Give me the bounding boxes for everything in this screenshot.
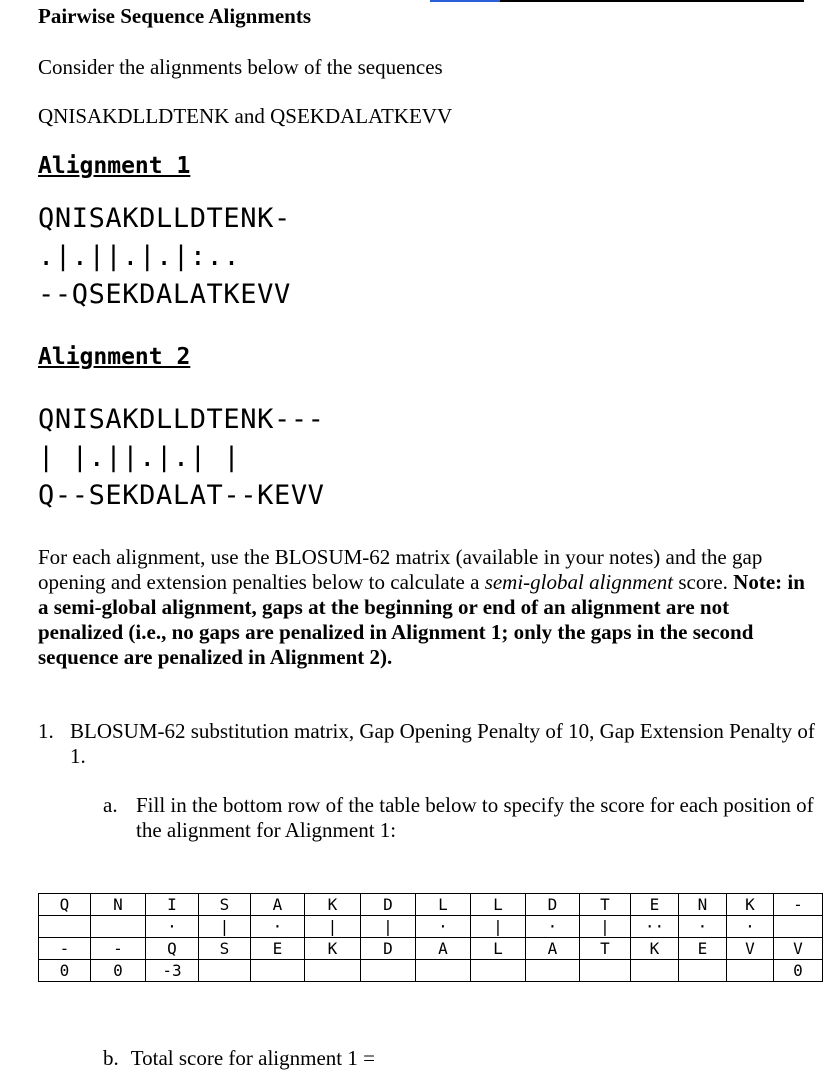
score-table-score-row bbox=[39, 960, 823, 982]
score-table-cell[interactable] bbox=[361, 960, 416, 982]
question-1b bbox=[103, 1046, 375, 1071]
top-rule-highlight bbox=[430, 0, 500, 2]
question-1a bbox=[103, 793, 818, 843]
score-table-cell: T bbox=[580, 894, 631, 916]
score-table-cell: · bbox=[679, 916, 727, 938]
score-table-cell bbox=[91, 916, 146, 938]
score-table-cell: Q bbox=[39, 894, 91, 916]
score-table-cell: S bbox=[199, 938, 251, 960]
question-1a-text: Fill in the bottom row of the table below to specify the score for each position of the alignment for Alignment 1: bbox=[136, 793, 814, 842]
score-table-cell: · bbox=[416, 916, 471, 938]
score-table-cell: | bbox=[471, 916, 526, 938]
score-table-cell: D bbox=[361, 894, 416, 916]
score-table-cell[interactable] bbox=[679, 960, 727, 982]
score-table-cell[interactable] bbox=[727, 960, 774, 982]
score-table-cell: L bbox=[471, 894, 526, 916]
alignment-2-match-line: | |.||.|.| | bbox=[38, 442, 241, 473]
question-1-text: BLOSUM-62 substitution matrix, Gap Opening Penalty of 10, Gap Extension Penalty of 1. bbox=[70, 719, 815, 768]
score-table-cell[interactable] bbox=[251, 960, 305, 982]
score-table-cell[interactable] bbox=[580, 960, 631, 982]
score-table-cell: - bbox=[39, 938, 91, 960]
score-table-cell: | bbox=[361, 916, 416, 938]
score-table-seq2-row bbox=[39, 938, 823, 960]
score-table-cell: · bbox=[146, 916, 199, 938]
question-1-number: 1. bbox=[38, 719, 54, 743]
score-table-cell: | bbox=[580, 916, 631, 938]
score-table-cell: E bbox=[679, 938, 727, 960]
score-table-cell: E bbox=[631, 894, 679, 916]
instructions-paragraph bbox=[38, 545, 818, 670]
score-table-cell: T bbox=[580, 938, 631, 960]
score-table-cell: | bbox=[305, 916, 361, 938]
instructions-italic: semi-global alignment bbox=[484, 570, 674, 594]
score-table-cell: · bbox=[526, 916, 580, 938]
instructions-part2: score. bbox=[673, 570, 734, 594]
score-table-seq1-row bbox=[39, 894, 823, 916]
score-table-match-row bbox=[39, 916, 823, 938]
score-table-cell: - bbox=[774, 894, 823, 916]
score-table-cell: D bbox=[526, 894, 580, 916]
instructions-note: Note: in a semi-global alignment, gaps at the beginning or end of an alignment are not penalized (i.e., no gaps are penalized in Alignment 1; only the gaps in the second sequence are penalized in Alignment 2). bbox=[38, 570, 805, 669]
score-table-cell: K bbox=[305, 938, 361, 960]
question-1a-label: a. bbox=[103, 793, 118, 817]
score-table-cell[interactable]: 0 bbox=[774, 960, 823, 982]
score-table-cell: D bbox=[361, 938, 416, 960]
score-table-cell: | bbox=[199, 916, 251, 938]
score-table-cell: A bbox=[251, 894, 305, 916]
score-table-cell[interactable] bbox=[526, 960, 580, 982]
score-table-cell: S bbox=[199, 894, 251, 916]
score-table-cell bbox=[774, 916, 823, 938]
score-table-cell[interactable]: 0 bbox=[39, 960, 91, 982]
score-table-cell[interactable]: -3 bbox=[146, 960, 199, 982]
score-table-cell: E bbox=[251, 938, 305, 960]
score-table-cell[interactable] bbox=[305, 960, 361, 982]
score-table-cell: A bbox=[416, 938, 471, 960]
score-table-cell: L bbox=[471, 938, 526, 960]
alignment-2-seq2: Q--SEKDALAT--KEVV bbox=[38, 480, 325, 511]
score-table-cell: Q bbox=[146, 938, 199, 960]
score-table-cell: K bbox=[727, 894, 774, 916]
question-1 bbox=[38, 719, 823, 769]
alignment-1-heading: Alignment 1 bbox=[38, 153, 191, 179]
question-1b-label: b. bbox=[103, 1046, 119, 1070]
score-table-cell: A bbox=[526, 938, 580, 960]
alignment-2-seq1: QNISAKDLLDTENK--- bbox=[38, 404, 325, 435]
score-table-cell: L bbox=[416, 894, 471, 916]
score-table-cell[interactable] bbox=[631, 960, 679, 982]
score-table-cell: K bbox=[631, 938, 679, 960]
score-table-cell: · bbox=[727, 916, 774, 938]
score-table-cell[interactable] bbox=[199, 960, 251, 982]
score-table-cell: I bbox=[146, 894, 199, 916]
alignment-1-match-line: .|.||.|.|:.. bbox=[38, 241, 241, 272]
score-table-cell: V bbox=[774, 938, 823, 960]
score-table bbox=[38, 893, 823, 982]
question-1b-text: Total score for alignment 1 = bbox=[130, 1046, 375, 1070]
score-table-cell bbox=[39, 916, 91, 938]
alignment-1-seq2: --QSEKDALATKEVV bbox=[38, 279, 291, 310]
alignment-2-heading: Alignment 2 bbox=[38, 344, 191, 370]
score-table-cell[interactable] bbox=[416, 960, 471, 982]
score-table-cell: - bbox=[91, 938, 146, 960]
score-table-cell: N bbox=[679, 894, 727, 916]
score-table-cell[interactable]: 0 bbox=[91, 960, 146, 982]
score-table-cell: N bbox=[91, 894, 146, 916]
score-table-cell[interactable] bbox=[471, 960, 526, 982]
instructions-part1: For each alignment, use the BLOSUM-62 matrix (available in your notes) and the gap opening and extension penalties below to calculate a bbox=[38, 545, 763, 594]
alignment-1-seq1: QNISAKDLLDTENK- bbox=[38, 203, 291, 234]
score-table-cell: ·· bbox=[631, 916, 679, 938]
sequences-text: QNISAKDLLDTENK and QSEKDALATKEVV bbox=[38, 104, 453, 128]
score-table-cell: K bbox=[305, 894, 361, 916]
score-table-cell: · bbox=[251, 916, 305, 938]
intro-text: Consider the alignments below of the sequences bbox=[38, 55, 443, 79]
score-table-cell: V bbox=[727, 938, 774, 960]
page-title: Pairwise Sequence Alignments bbox=[38, 4, 311, 28]
